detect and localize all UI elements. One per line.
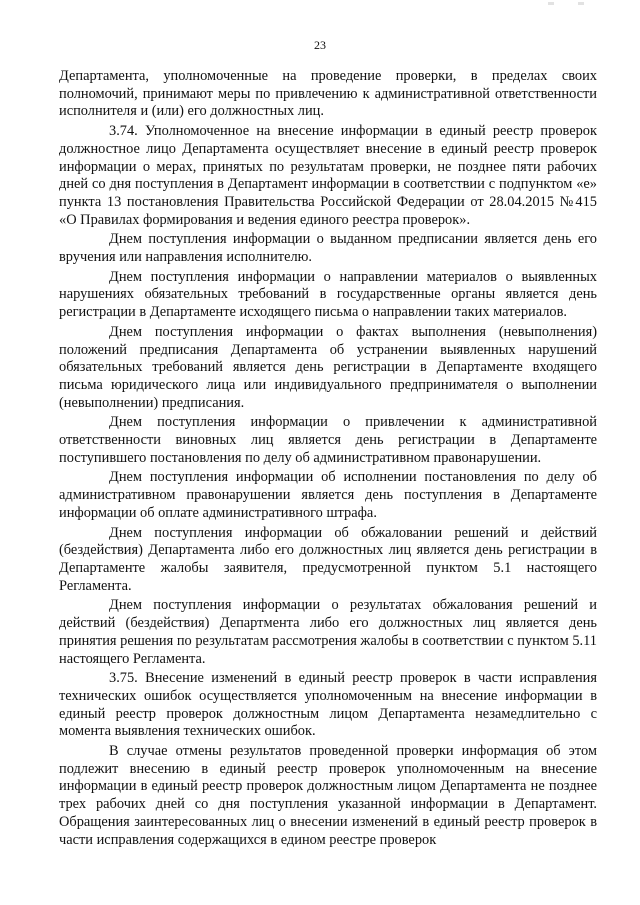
page-number: 23 <box>314 38 326 52</box>
scan-mark <box>548 2 554 5</box>
paragraph: Днем поступления информации о выданном предписании является день его вручения или направления исполнителю. <box>59 231 597 266</box>
paragraph: 3.75. Внесение изменений в единый реестр проверок в части исправления технических ошибок осуществляется уполномоченным на внесение информации в единый реестр проверок должностным лицом Департамента незамедлительно с момента выявления технических ошибок. <box>59 670 597 740</box>
paragraph: Днем поступления информации об исполнении постановления по делу об административном правонарушении является день поступления в Департаменте информации об оплате административного штрафа. <box>59 469 597 521</box>
paragraph: В случае отмены результатов проведенной проверки информация об этом подлежит внесению в единый реестр проверок уполномоченным на внесение информации в единый реестр проверок должностным лицом Департамента не позднее трех рабочих дней со дня поступления указанной информации в Департамент. Обращения заинтересованных лиц о внесении изменений в единый реестр проверок в части исправления содержащихся в едином реестре проверок <box>59 743 597 848</box>
paragraph: Днем поступления информации об обжаловании решений и действий (бездействия) Департамента либо его должностных лиц является день регистрации в Департаменте жалобы заявителя, предусмотренной пунктом 5.1 настоящего Регламента. <box>59 524 597 594</box>
paragraph: Департамента, уполномоченные на проведение проверки, в пределах своих полномочий, принимают меры по привлечению к административной ответственности исполнителя и (или) его должностных лиц. <box>59 68 597 120</box>
paragraph: Днем поступления информации о направлении материалов о выявленных нарушениях обязательных требований в государственные органы является день регистрации в Департаменте исходящего письма о направлении таких материалов. <box>59 268 597 321</box>
paragraph: Днем поступления информации о результатах обжалования решений и действий (бездействия) Департмента либо его должностных лиц является день принятия решения по результатам рассмотрения жалобы в соответствии с пунктом 5.11 настоящего Регламента. <box>59 597 597 667</box>
paragraph: Днем поступления информации о привлечении к административной ответственности виновных лиц является день регистрации в Департаменте поступившего постановления по делу об административном правонарушении. <box>59 414 597 466</box>
scan-mark <box>578 2 584 5</box>
paragraph: 3.74. Уполномоченное на внесение информации в единый реестр проверок должностное лицо Департамента осуществляет внесение в единый реестр проверок информации о мерах, принятых по результатам проверки, не позднее пяти рабочих дней со дня поступления в Департамент информации в соответствии с подпунктом «е» пункта 13 постановления Правительства Российской Федерации от 28.04.2015 №415 «О Правилах формирования и ведения единого реестра проверок». <box>59 123 597 228</box>
body-text <box>59 68 597 851</box>
paragraph: Днем поступления информации о фактах выполнения (невыполнения) положений предписания Департамента об устранении выявленных нарушений обязательных требований является день регистрации в Департаменте входящего письма юридического лица или индивидуального предпринимателя о выполнении (невыполнении) предписания. <box>59 323 597 411</box>
